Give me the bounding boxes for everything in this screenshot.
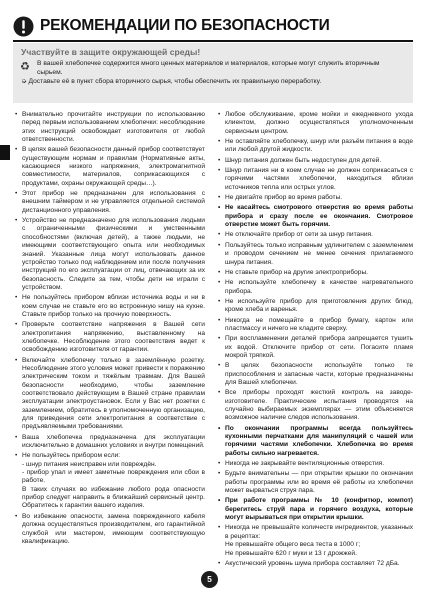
warning-icon (13, 16, 34, 37)
safety-item-text: По окончании программы всегда пользуйтесь кухонными перчатками для манипуляций с чашей или горячими частями хлебопечки. Хлебопечка во время работы сильно нагревается. (225, 424, 413, 457)
bullet-icon: • (15, 433, 18, 441)
safety-item (218, 470, 413, 495)
bullet-icon: • (218, 297, 221, 305)
safety-item-text: В целях вашей безопасности данный прибор соответствует существующим нормам и правилам (Нормативные акты, касающиеся низкого напряжения, электромагнитной совместимости, материалов, соприкасающихся с продуктами, охраны окружающей среды…). (22, 146, 205, 187)
safety-item (218, 194, 413, 202)
safety-item (15, 434, 205, 451)
bullet-icon: • (218, 424, 221, 432)
recycle-icon: ♻ (20, 61, 30, 73)
safety-item-text: Будьте внимательны — при открытии крышки по окончании работы программы или во время её работы из хлебопечки может вырваться струя пара. (225, 470, 413, 495)
safety-item-text: Не пользуйтесь прибором если: (22, 452, 121, 460)
bullet-icon: • (15, 217, 18, 225)
safety-item-text: Любое обслуживание, кроме мойки и ежедневного ухода клиентом, должно осуществляться уполномоченным сервисным центром. (225, 111, 413, 135)
safety-item (15, 357, 205, 432)
bullet-icon: • (218, 335, 221, 343)
safety-item (15, 294, 205, 319)
bullet-icon: • (218, 156, 221, 164)
eco-notice-text: В вашей хлебопечке содержится много ценных материалов и материалов, которые могут служить вторичным сырьем. (37, 60, 380, 76)
safety-item (218, 524, 413, 557)
bullet-icon: • (218, 231, 221, 239)
safety-item (218, 111, 413, 136)
safety-item (218, 425, 413, 458)
header-divider (13, 40, 413, 42)
safety-item-text: При воспламенении деталей прибора запрещается тушить их водой. Отключите прибор от сети. Погасите пламя мокрой тряпкой. (225, 335, 413, 359)
safety-item-text: Не используйте хлебопечку в качестве нагревательного прибора. (225, 279, 413, 295)
eco-notice-disposal (21, 78, 411, 87)
safety-item-text: Внимательно прочитайте инструкции по использованию перед первым использованием хлебопечки: несоблюдение этих инструкций освобождает изготовителя от любой ответственности. (22, 111, 205, 144)
bullet-icon: • (218, 111, 221, 118)
bullet-icon: • (218, 362, 221, 370)
right-column (218, 111, 413, 570)
safety-item (218, 317, 413, 334)
bullet-icon: • (218, 268, 221, 276)
bullet-icon: • (15, 321, 18, 329)
bullet-icon: • (218, 559, 221, 567)
safety-item-text: Не используйте прибор для приготовления других блюд, кроме хлеба и варенья. (225, 297, 413, 314)
safety-item-text: Не двигайте прибор во время работы. (225, 194, 343, 202)
arrow-right-icon: ➭ (21, 78, 29, 85)
safety-item (15, 146, 205, 188)
bullet-icon: • (15, 190, 18, 198)
safety-item (15, 452, 205, 510)
bullet-icon: • (218, 470, 221, 478)
bullet-icon: • (218, 138, 221, 146)
safety-item-subtext: - шнур питания неисправен или повреждён. (22, 460, 157, 468)
safety-item (15, 190, 205, 215)
bullet-icon: • (218, 167, 221, 175)
eco-notice-box (13, 43, 413, 103)
safety-item (15, 321, 205, 354)
safety-item-text: Не оставляйте хлебопечку, шнур или разъём питания в воде или любой другой жидкости. (225, 138, 413, 154)
safety-item-subtext: В таких случаях во избежание любого рода опасности прибор следует направить в ближайший сервисный центр. Обратитесь к гарантии вашего изделия. (22, 485, 205, 510)
safety-item-text: Шнур питания должен быть недоступен для детей. (225, 156, 382, 164)
safety-item-subtext: Не превышайте общего веса теста в 1000 г; (225, 541, 361, 549)
bullet-icon: • (15, 512, 18, 520)
bullet-icon: • (218, 204, 221, 212)
safety-item-subtext: - прибор упал и имеет заметные повреждения или сбои в работе. (22, 469, 205, 485)
bullet-icon: • (15, 452, 18, 460)
safety-item (218, 389, 413, 422)
safety-item (218, 167, 413, 192)
left-column (15, 111, 205, 548)
safety-item-text: Ваша хлебопечка предназначена для эксплуатации исключительно в домашних условиях и внутри помещений. (22, 433, 205, 450)
safety-item-text: При работе программы № 10 (конфитюр, компот) берегитесь струй пара и горячего воздуха, которые могут вырываться при открытии крышки. (225, 497, 413, 522)
safety-item-text: Не ставьте прибор на другие электроприборы. (225, 268, 369, 276)
bullet-icon: • (218, 497, 221, 505)
safety-item (218, 279, 413, 296)
safety-item-text: Включайте хлебопечку только в заземлённую розетку. Несоблюдение этого условия может привести к поражению электрическим током и тяжёлым травмам. Для Вашей безопасности необходимо, чтобы заземление соответствовало действующим в Вашей стране правилам эксплуатации электроустановок. Если у Вас нет розетки с заземлением, обратитесь в уполномоченную организацию, для приведения сети электропитания в соответствие с предъявляемыми требованиями. (22, 356, 205, 431)
bullet-icon: • (218, 241, 221, 249)
safety-item (15, 217, 205, 292)
bullet-icon: • (218, 194, 221, 202)
safety-item (218, 157, 413, 165)
safety-item-text: В целях безопасности используйте только те приспособления и запасные части, которые предназначены для Вашей хлебопечки. (225, 362, 413, 386)
safety-item-text: Никогда не превышайте количеств ингредиентов, указанных в рецептах: (225, 524, 413, 540)
bullet-icon: • (15, 356, 18, 364)
safety-item-text: Этот прибор не предназначен для использования с внешним таймером и не управляется отдельной системой дистанционного управления. (22, 190, 205, 214)
safety-item (218, 460, 413, 468)
safety-item-text: Шнур питания ни в коем случае не должен соприкасаться с горячими частями хлебопечки, находиться вблизи источников тепла или острых углов. (225, 167, 413, 191)
safety-item (15, 111, 205, 144)
safety-item (218, 242, 413, 267)
bullet-icon: • (218, 316, 221, 324)
safety-item (218, 335, 413, 360)
bullet-icon: • (218, 279, 221, 287)
bullet-icon: • (218, 460, 221, 468)
safety-item-text: Никогда не помещайте в прибор бумагу, картон или пластмассу и ничего не кладите сверху. (225, 316, 413, 332)
safety-item-subtext: Не превышайте 620 г муки и 13 г дрожжей. (225, 549, 357, 557)
eco-notice-disposal-text: Доставьте её в пункт сбора вторичного сырья, чтобы обеспечить их правильную переработку. (28, 78, 322, 85)
page-title: РЕКОМЕНДАЦИИ ПО БЕЗОПАСНОСТИ (40, 17, 330, 34)
safety-item-text: Не отключайте прибор от сети за шнур питания. (225, 231, 373, 239)
safety-item-text: Все приборы проходят жесткий контроль на заводе-изготовителе. Практические испытания проводятся на случайно выбираемых экземплярах — этим объясняется возможное наличие следов использования. (225, 389, 413, 422)
safety-item-text: Не касайтесь смотрового отверстия во время работы прибора и сразу после ее окончания. Смотровое отверстие может быть горячим. (225, 204, 413, 229)
safety-item-text: Устройство не предназначено для использования людьми с ограниченными физическими и умственными способностями (включая детей), а также людьми, не имеющими соответствующего опыта или необходимых знаний. Указанные лица могут использовать данное устройство только под наблюдением или после получения инструкций по его эксплуатации от лиц, отвечающих за их безопасность. Следите за тем, чтобы дети не играли с устройством. (22, 217, 205, 291)
safety-item (218, 231, 413, 239)
bullet-icon: • (218, 524, 221, 532)
safety-item (218, 362, 413, 387)
safety-item-text: Во избежание опасности, замена поврежденного кабеля должна осуществляться производителем, его гарантийной службой или мастером, имеющим соответствующую квалификацию. (22, 512, 205, 545)
eco-notice-title: Участвуйте в защите окружающей среды! (21, 47, 201, 57)
page-edge-tab (0, 145, 10, 160)
section-header (13, 16, 413, 38)
safety-item (218, 269, 413, 277)
bullet-icon: • (15, 111, 18, 118)
safety-item-text: Проверьте соответствие напряжения в Вашей сети электропитания напряжению, выставленному на хлебопечке. Несоблюдение этого соответствия ведет к освобождению изготовителя от гарантии. (22, 321, 205, 354)
safety-item (15, 513, 205, 546)
safety-item (218, 138, 413, 155)
safety-item-text: Акустический уровень шума прибора составляет 72 дБа. (225, 559, 400, 567)
safety-item (218, 204, 413, 229)
bullet-icon: • (15, 146, 18, 154)
safety-item (218, 560, 413, 568)
page-number: 5 (201, 571, 218, 588)
safety-item-text: Никогда не закрывайте вентиляционные отверстия. (225, 460, 385, 468)
safety-item-text: Пользуйтесь только исправным удлинителем с заземлением и проводом сечением не менее сечения прилагаемого шнура питания. (225, 241, 413, 266)
safety-item (218, 298, 413, 315)
bullet-icon: • (218, 389, 221, 397)
safety-item (218, 497, 413, 522)
bullet-icon: • (15, 294, 18, 302)
safety-item-text: Не пользуйтесь прибором вблизи источника воды и ни в коем случае не ставьте его во встроенную нишу на кухне. Ставьте прибор только на прочную поверхность. (22, 294, 205, 318)
